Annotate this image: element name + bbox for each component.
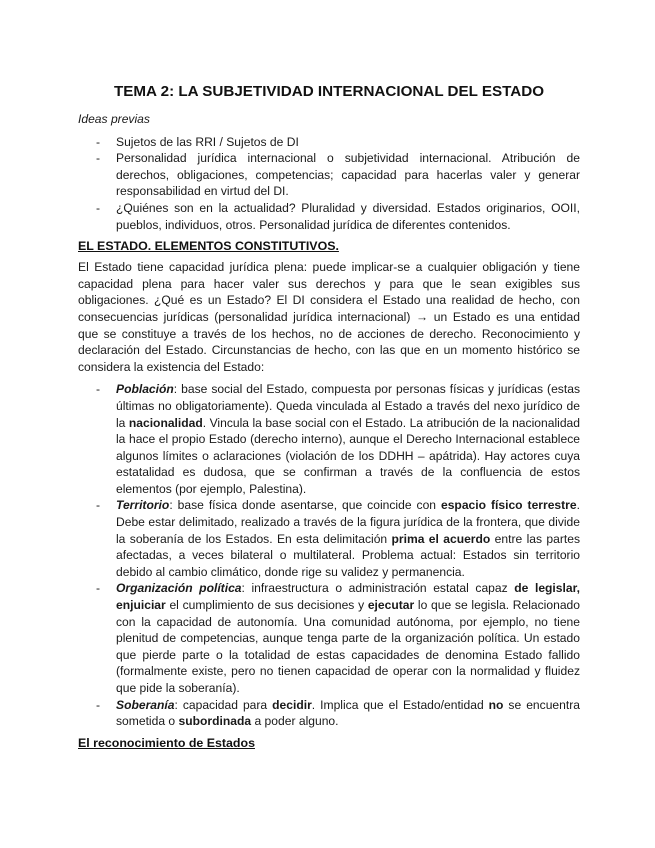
- term-organizacion: Organización política: [116, 581, 242, 596]
- text-segment: : capacidad para: [174, 697, 273, 712]
- bold-term: de legislar, enjuiciar: [116, 581, 580, 613]
- bold-term: nacionalidad: [128, 415, 203, 430]
- paragraph-text: un Estado es una entidad que se constituye a través de los hechos, no de acciones de derecho. Reconocimiento y declaración del Estado. Circunstancias de hecho, con las que en un momento histórico se considera la existencia del Estado:: [78, 309, 580, 374]
- page-title: TEMA 2: LA SUBJETIVIDAD INTERNACIONAL DEL ESTADO: [113, 83, 545, 100]
- list-item-poblacion: [78, 381, 580, 497]
- text-segment: a poder alguno.: [251, 714, 339, 729]
- bold-term: prima el acuerdo: [391, 531, 491, 546]
- list-item-soberania: [78, 697, 580, 730]
- elementos-list: [78, 381, 580, 729]
- section-heading-elementos: EL ESTADO. ELEMENTOS CONSTITUTIVOS.: [78, 239, 339, 254]
- list-item: - Personalidad jurídica internacional o subjetividad internacional. Atribución de derechos, obligaciones, competencias; capacidad para hacerlas valer y generar responsabilidad en virtud del DI.: [78, 150, 580, 200]
- estado-paragraph: [78, 259, 580, 375]
- list-item-territorio: [78, 497, 580, 580]
- text-segment: : base física donde asentarse, que coincide con: [169, 498, 441, 513]
- ideas-previas-heading: Ideas previas: [78, 112, 150, 126]
- arrow-right-icon: →: [416, 309, 429, 324]
- bold-term: ejecutar: [367, 598, 415, 613]
- term-soberania: Soberanía: [116, 697, 175, 712]
- bold-term: no: [488, 697, 504, 712]
- text-segment: entre las partes afectadas, a veces bilateral o multilateral. Problema actual: Estados sin territorio debido al cambio climático, donde rige su validez y permanencia.: [116, 531, 580, 579]
- bold-term: decidir: [272, 697, 312, 712]
- paragraph-text: El Estado tiene capacidad jurídica plena: puede implicar-se a cualquier obligación y tiene capacidad plena para hacer valer sus derechos y para que le sean exigibles sus obligaciones. ¿Qué es un Estado? El DI considera el Estado una realidad de hecho, con consecuencias jurídicas (personalidad jurídica internacional): [78, 260, 580, 324]
- text-segment: el cumplimiento de sus decisiones y: [165, 598, 368, 613]
- text-segment: se encuentra sometida o: [116, 697, 580, 729]
- text-segment: : infraestructura o administración estatal capaz: [241, 581, 515, 596]
- list-item-organizacion: [78, 580, 580, 696]
- text-segment: . Debe estar delimitado, realizado a través de la figura jurídica de la frontera, que divide la soberanía de los Estados. En esta delimitación: [116, 498, 580, 546]
- list-item: - Sujetos de las RRI / Sujetos de DI: [78, 134, 580, 151]
- list-item: - ¿Quiénes son en la actualidad? Pluralidad y diversidad. Estados originarios, OOII, pueblos, individuos, otros. Personalidad jurídica de diferentes contenidos.: [78, 200, 580, 233]
- term-territorio: Territorio: [116, 498, 170, 513]
- text-segment: . Implica que el Estado/entidad: [311, 697, 489, 712]
- bold-term: subordinada: [178, 714, 252, 729]
- bold-term: espacio físico terrestre: [440, 498, 577, 513]
- text-segment: : base social del Estado, compuesta por personas físicas y jurídicas (estas últimas no obligatoriamente). Queda vinculada al Estado a través del nexo jurídico de la: [116, 382, 580, 430]
- text-segment: . Vincula la base social con el Estado. La atribución de la nacionalidad la hace el propio Estado (derecho interno), aunque el Derecho Internacional establece algunos límites o aclaraciones (violación de los DDHH – apátrida). Hay actores cuya estatalidad es dudosa, que se confirman a través de la confluencia de estos elementos (por ejemplo, Palestina).: [116, 415, 580, 496]
- section-heading-reconocimiento: El reconocimiento de Estados: [78, 735, 255, 750]
- term-poblacion: Población: [116, 382, 174, 397]
- text-segment: lo que se legisla. Relacionado con la capacidad de autonomía. Una comunidad autónoma, por ejemplo, no tiene plenitud de competencias, aunque tenga parte de la organización política. Un estado que pierde parte o la totalidad de estas capacidades de denomina Estado fallido (formalmente existe, pero no tienen capacidad de operar con la normalidad y fluidez que pide la soberanía).: [116, 598, 580, 695]
- ideas-previas-list: [78, 134, 580, 234]
